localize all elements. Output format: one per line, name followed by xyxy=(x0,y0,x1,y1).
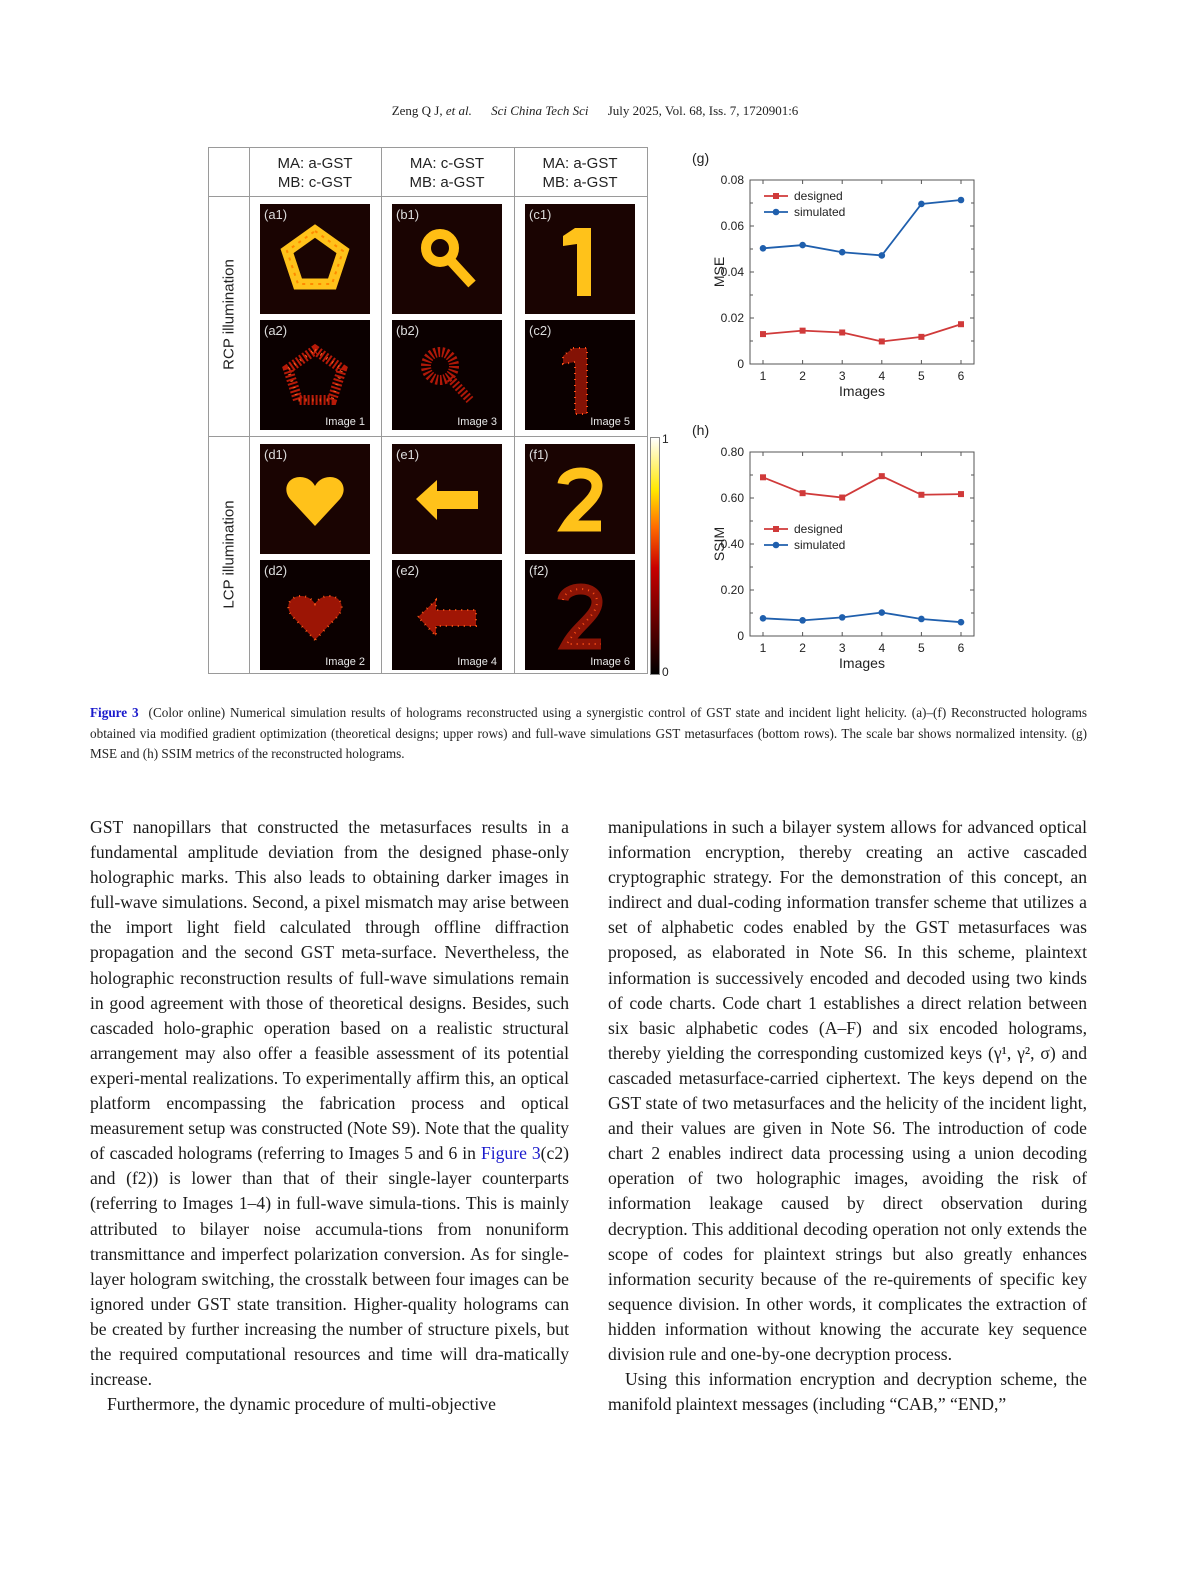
svg-text:0.60: 0.60 xyxy=(720,491,744,505)
image-label: Image 2 xyxy=(325,656,365,668)
hologram-panel-f2: (f2) Image 6 xyxy=(525,560,635,670)
svg-text:0.04: 0.04 xyxy=(720,265,744,279)
svg-text:0.20: 0.20 xyxy=(720,583,744,597)
svg-text:2: 2 xyxy=(799,369,806,383)
svg-text:5: 5 xyxy=(918,641,925,655)
hologram-panel-d1: (d1) xyxy=(260,444,370,554)
svg-text:(h): (h) xyxy=(692,422,710,438)
svg-text:0: 0 xyxy=(737,357,744,371)
svg-text:4: 4 xyxy=(878,641,886,655)
image-label: Image 5 xyxy=(590,416,630,428)
mse-chart xyxy=(686,147,986,407)
svg-text:simulated: simulated xyxy=(794,205,846,219)
figure-caption xyxy=(90,703,1087,765)
figure-caption-text: (Color online) Numerical simulation results of holograms reconstructed using a synergistic control of GST state and incident light helicity. (a)–(f) Reconstructed holograms obtained via modified gradient optimization (theoretical designs; upper rows) and full-wave simulations GST metasurfaces (bottom rows). The scale bar shows normalized intensity. (g) MSE and (h) SSIM metrics of the reconstructed holograms. xyxy=(90,705,1087,761)
hologram-panel-d2: (d2) Image 2 xyxy=(260,560,370,670)
svg-text:(g): (g) xyxy=(692,150,710,166)
hologram-panel-c1: (c1) xyxy=(525,204,635,314)
svg-text:Images: Images xyxy=(839,383,885,399)
image-label: Image 1 xyxy=(325,416,365,428)
colorbar-min-label: 0 xyxy=(662,665,669,679)
hologram-panel-f1: (f1) xyxy=(525,444,635,554)
svg-text:1: 1 xyxy=(759,369,767,383)
hologram-panel-e1: (e1) xyxy=(392,444,502,554)
svg-text:0.08: 0.08 xyxy=(720,173,744,187)
column-header: MA: a-GST MB: c-GST xyxy=(277,155,353,191)
svg-text:5: 5 xyxy=(918,369,925,383)
ssim-chart xyxy=(686,419,986,679)
svg-text:0.80: 0.80 xyxy=(720,445,744,459)
svg-text:6: 6 xyxy=(957,641,965,655)
paragraph: Using this information encryption and decryption scheme, the manifold plaintext messages (including “CAB,” “END,” xyxy=(608,1369,1087,1415)
column-header: MA: a-GST MB: a-GST xyxy=(542,155,618,191)
hologram-panel-e2: (e2) Image 4 xyxy=(392,560,502,670)
svg-text:0.02: 0.02 xyxy=(720,311,744,325)
body-column-left xyxy=(90,815,569,1417)
svg-text:MSE: MSE xyxy=(711,256,727,288)
svg-text:simulated: simulated xyxy=(794,538,846,552)
image-label: Image 6 xyxy=(590,656,630,668)
figure-caption-label[interactable]: Figure 3 xyxy=(90,705,139,720)
svg-text:3: 3 xyxy=(838,641,846,655)
running-head-authors: Zeng Q J, xyxy=(391,103,443,118)
svg-text:1: 1 xyxy=(759,641,767,655)
image-label: Image 3 xyxy=(457,416,497,428)
hologram-panel-b1: (b1) xyxy=(392,204,502,314)
row-label-lcp: LCP illumination xyxy=(220,500,238,609)
svg-text:6: 6 xyxy=(957,369,965,383)
svg-text:2: 2 xyxy=(799,641,806,655)
body-column-right xyxy=(608,815,1087,1417)
image-label: Image 4 xyxy=(457,656,497,668)
figure-3 xyxy=(208,147,988,687)
svg-text:SSIM: SSIM xyxy=(711,526,727,562)
svg-text:designed: designed xyxy=(794,189,843,203)
column-header: MA: c-GST MB: a-GST xyxy=(409,155,485,191)
svg-text:0.06: 0.06 xyxy=(720,219,744,233)
paragraph: GST nanopillars that constructed the metasurfaces results in a fundamental amplitude deviation from the designed phase-only holographic marks. This also leads to obtaining darker images in full-wave simulations. Second, a pixel mismatch may arise between the import light field calculated through offline diffraction propagation and the second GST meta-surface. Nevertheless, the holographic reconstruction results of full-wave simulations remain in good agreement with those of theoretical designs. Besides, such cascaded holo-graphic operation based on a realistic structural arrangement may also offer a feasible assessment of its potential experi-mental realizations. To experimentally affirm this, an optical platform encompassing the fabrication process and optical measurement setup was constructed (Note S9). Note that the quality of cascaded holograms (referring to Images 5 and 6 in Figure 3(c2) and (f2)) is lower than that of their single-layer counterparts (referring to Images 1–4) in full-wave simula-tions. This is mainly attributed to bilayer noise accumula-tions from nonuniform transmittance and imperfect polarization conversion. As for single-layer hologram switching, the crosstalk between four images can be ignored under GST state transition. Higher-quality holograms can be created by further increasing the number of structure pixels, but the required computational resources and time will dra-matically increase. xyxy=(90,817,569,1390)
running-head-issue: July 2025, Vol. 68, Iss. 7, 1720901:6 xyxy=(607,103,799,118)
hologram-panel-a1: (a1) xyxy=(260,204,370,314)
paragraph: manipulations in such a bilayer system allows for advanced optical information encryption, thereby creating an active cascaded cryptographic strategy. For the demonstration of this concept, an indirect and dual-coding information transfer scheme that utilizes a set of alphabetic codes enabled by the GST metasurfaces was proposed, as elaborated in Note S6. In this scheme, plaintext information is successively encoded and decoded using two kinds of code charts. Code chart 1 establishes a direct relation between six basic alphabetic codes (A–F) and six encoded holograms, thereby yielding the corresponding customized keys (γ¹, γ², σ) and cascaded metasurface-carried ciphertext. The keys depend on the GST state of two metasurfaces and the helicity of the incident light, and their values are given in Note S6. The introduction of code chart 2 enables indirect data processing using a union decoding operation of two holographic images, avoiding the risk of information leakage caused by direct observation during decryption. This additional decoding operation not only extends the scope of codes for plaintext strings but also greatly enhances information security because of the re-quirements of specific key sequence division. In other words, it complicates the extraction of hidden information without knowing the accurate key sequence division rule and one-by-one decryption process. xyxy=(608,817,1087,1364)
svg-text:0: 0 xyxy=(737,629,744,643)
running-head-etal: et al. xyxy=(445,103,472,118)
hologram-grid xyxy=(208,147,648,674)
hologram-panel-a2: (a2) Image 1 xyxy=(260,320,370,430)
figure-3-link[interactable]: Figure 3 xyxy=(480,1143,541,1164)
svg-text:Images: Images xyxy=(839,655,885,671)
paragraph: Furthermore, the dynamic procedure of multi-objective xyxy=(107,1394,496,1415)
running-head-journal: Sci China Tech Sci xyxy=(491,103,589,118)
colorbar-max-label: 1 xyxy=(662,432,669,446)
hologram-panel-c2: (c2) Image 5 xyxy=(525,320,635,430)
svg-text:designed: designed xyxy=(794,522,843,536)
svg-text:0.40: 0.40 xyxy=(720,537,744,551)
hologram-panel-b2: (b2) Image 3 xyxy=(392,320,502,430)
intensity-colorbar xyxy=(650,437,660,675)
svg-text:3: 3 xyxy=(838,369,846,383)
row-label-rcp: RCP illumination xyxy=(220,259,238,370)
svg-text:4: 4 xyxy=(878,369,886,383)
running-head xyxy=(0,103,1190,119)
